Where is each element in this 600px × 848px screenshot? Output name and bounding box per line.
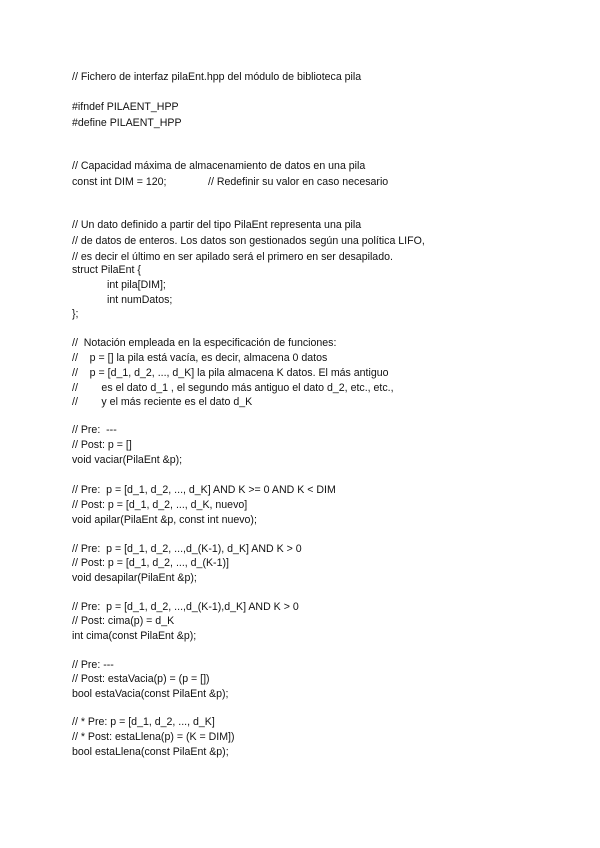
cima-post: // Post: cima(p) = d_K <box>72 615 175 627</box>
cima-signature: int cima(const PilaEnt &p); <box>72 630 197 642</box>
desapilar-post: // Post: p = [d_1, d_2, ..., d_(K-1)] <box>72 557 229 569</box>
header-comment: // Fichero de interfaz pilaEnt.hpp del módulo de biblioteca pila <box>72 71 362 83</box>
notation-comment-5: // y el más reciente es el dato d_K <box>72 396 253 408</box>
vaciar-signature: void vaciar(PilaEnt &p); <box>72 454 183 466</box>
type-comment-3: // es decir el último en ser apilado será el primero en ser desapilado. <box>72 251 393 263</box>
apilar-pre: // Pre: p = [d_1, d_2, ..., d_K] AND K >= 0 AND K < DIM <box>72 484 336 496</box>
cima-pre: // Pre: p = [d_1, d_2, ...,d_(K-1),d_K] AND K > 0 <box>72 601 299 613</box>
notation-comment-4: // es el dato d_1 , el segundo más antiguo el dato d_2, etc., etc., <box>72 382 394 394</box>
estavacia-post: // Post: estaVacia(p) = (p = []) <box>72 673 210 685</box>
apilar-post: // Post: p = [d_1, d_2, ..., d_K, nuevo] <box>72 499 248 511</box>
ifndef-directive: #ifndef PILAENT_HPP <box>72 101 179 113</box>
notation-comment-2: // p = [] la pila está vacía, es decir, almacena 0 datos <box>72 352 328 364</box>
estallena-post: // * Post: estaLlena(p) = (K = DIM]) <box>72 731 235 743</box>
struct-close: }; <box>72 308 79 320</box>
capacity-comment: // Capacidad máxima de almacenamiento de datos en una pila <box>72 160 366 172</box>
struct-field-pila: int pila[DIM]; <box>107 279 166 291</box>
desapilar-signature: void desapilar(PilaEnt &p); <box>72 572 197 584</box>
apilar-signature: void apilar(PilaEnt &p, const int nuevo); <box>72 514 257 526</box>
define-directive: #define PILAENT_HPP <box>72 117 182 129</box>
notation-comment-3: // p = [d_1, d_2, ..., d_K] la pila almacena K datos. El más antiguo <box>72 367 389 379</box>
vaciar-pre: // Pre: --- <box>72 424 117 436</box>
estallena-signature: bool estaLlena(const PilaEnt &p); <box>72 746 229 758</box>
struct-open: struct PilaEnt { <box>72 264 141 276</box>
desapilar-pre: // Pre: p = [d_1, d_2, ...,d_(K-1), d_K] AND K > 0 <box>72 543 302 555</box>
struct-field-numdatos: int numDatos; <box>107 294 173 306</box>
type-comment-2: // de datos de enteros. Los datos son gestionados según una política LIFO, <box>72 235 425 247</box>
vaciar-post: // Post: p = [] <box>72 439 132 451</box>
type-comment-1: // Un dato definido a partir del tipo PilaEnt representa una pila <box>72 219 362 231</box>
dim-comment: // Redefinir su valor en caso necesario <box>208 176 389 188</box>
dim-declaration: const int DIM = 120; <box>72 176 167 188</box>
estavacia-pre: // Pre: --- <box>72 659 114 671</box>
estavacia-signature: bool estaVacia(const PilaEnt &p); <box>72 688 229 700</box>
notation-comment-1: // Notación empleada en la especificación de funciones: <box>72 337 337 349</box>
estallena-pre: // * Pre: p = [d_1, d_2, ..., d_K] <box>72 716 215 728</box>
